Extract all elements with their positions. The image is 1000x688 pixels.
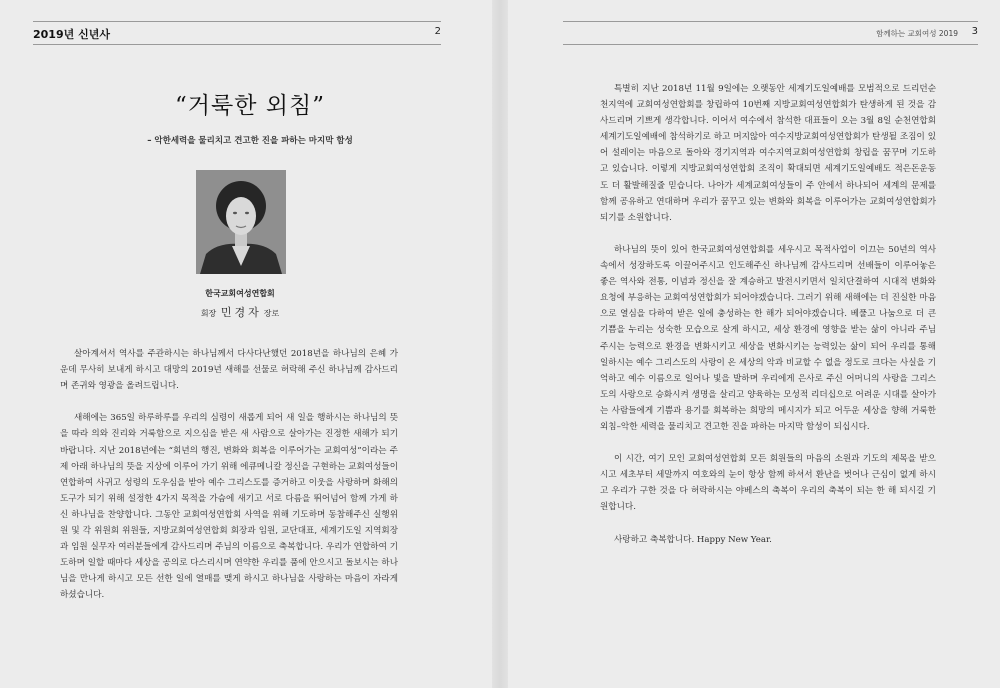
- author-signature: [140, 304, 340, 320]
- article-subtitle: – 악한세력을 물리치고 견고한 진을 파하는 마지막 함성: [147, 136, 353, 146]
- left-page: [0, 0, 492, 688]
- paragraph: 하나님의 뜻이 있어 한국교회여성연합회를 세우시고 목적사업이 이끄는 50년의 역사 속에서 성장하도록 이끌어주시고 인도해주신 하나님께 감사드리며 선배들이 이루어놓은 좋은 역사와 전통, 이념과 정신을 잘 계승하고 발전시키면서 일치단결하여 시대적 변화와 요청에 부응하는 교회여성연합회가 되어야겠습니다. 그러기 위해 새해에는 더 진실한 마음으로 열심을 다하여 받은 일에 충성하는 한 해가 되어야겠습니다. 베풀고 나눔으로 더 큰 기쁨을 누리는 성숙한 모습으로 살게 하시고, 세상 환경에 영향을 받는 삶이 아니라 주님 주시는 능력으로 환경을 변화시키고 세상을 변화시키는 능력있는 삶이 되어 우리를 통해 일하시는 예수 그리스도의 사랑이 온 세상의 악과 비교할 수 없을 정도로 크다는 사실을 기억하고 예수 이름으로 일어나 빛을 발하며 우리에게 은사로 주신 어머니의 사랑을 그리스도의 사랑으로 승화시켜 생명을 살리고 양육하는 모성적 리더십으로 어려운 시대를 살아가는 사람들에게 기쁨과 용기를 회복하는 희망의 메시지가 되고 어두운 세상을 향해 거룩한 외침–악한 세력을 물리치고 견고한 진을 파하는 마지막 함성이 되십시다.: [600, 244, 936, 432]
- right-page: [508, 0, 1000, 688]
- page-number: 3: [971, 26, 978, 37]
- page-number: 2: [434, 26, 441, 37]
- portrait-photo: [196, 170, 286, 274]
- author-name: 민경자: [220, 306, 262, 319]
- page-gutter: [492, 0, 508, 688]
- magazine-title: 함께하는 교회여성 2019: [876, 29, 958, 38]
- article-title: “거룩한 외침”: [175, 93, 325, 119]
- paragraph: 특별히 지난 2018년 11월 9일에는 오랫동안 세계기도일예배를 모범적으로 드리던순천지역에 교회여성연합회를 창립하여 10번째 지방교회여성연합회가 탄생하게 된 것을 감사드리며 기쁘게 생각합니다. 이어서 여수에서 참석한 대표들이 오는 3월 8일 순천연합회 세계기도일예배에 참석하기로 하고 머지않아 여수지방교회여성연합회가 탄생될 조짐이 있어 설레이는 마음으로 돌아와 경기지역과 여수지역교회여성연합회 창립을 꿈꾸며 기도하고 있습니다. 이렇게 지방교회여성연합회 조직이 확대되면 세계기도일예배도 적은돈운동도 더 활발해질줄 믿습니다. 나아가 세계교회여성들이 주 안에서 하나되어 세계의 문제를 함께 공유하고 연대하며 우리가 꿈꾸고 있는 변화와 회복을 이루어가는 교회여성연합회가 되기를 소원합니다.: [600, 84, 936, 223]
- paragraph: 사랑하고 축복합니다. Happy New Year.: [614, 534, 772, 545]
- organization-name: 한국교회여성연합회: [205, 289, 275, 298]
- left-body-text: [60, 346, 398, 620]
- section-title: 2019년 신년사: [33, 28, 110, 41]
- portrait-photo-icon: [196, 170, 286, 274]
- paragraph: 이 시간, 여기 모인 교회여성연합회 모든 회원들의 마음의 소원과 기도의 제목을 받으시고 세초부터 세말까지 여호와의 눈이 항상 함께 하셔서 환난을 벗어나 근심이 없게 하시고 우리가 구한 것을 다 허락하시는 야베스의 축복이 우리의 축복이 되는 한 해 되시길 기원합니다.: [600, 454, 936, 513]
- paragraph: 살아계셔서 역사를 주관하시는 하나님께서 다사다난했던 2018년을 하나님의 은혜 가운데 무사히 보내게 하시고 대망의 2019년 새해를 선물로 허락해 주신 하나님께 감사드리며 존귀와 영광을 올려드립니다.: [60, 349, 398, 392]
- running-head: [563, 21, 978, 45]
- author-role: 회장: [200, 309, 217, 318]
- author-title: 장로: [263, 309, 280, 318]
- right-body-text: [600, 81, 936, 564]
- running-head: [33, 21, 441, 45]
- paragraph: 새해에는 365일 하루하루를 우리의 심령이 새롭게 되어 새 일을 행하시는 하나님의 뜻을 따라 의와 진리와 거룩함으로 지으심을 받은 새 사람으로 살아가는 진정한 새해가 되기 바랍니다. 지난 2018년에는 “회년의 행진, 변화와 회복을 이루어가는 교회여성”이라는 주제 아래 하나님의 뜻을 지상에 이루어 가기 위해 에큐메니칼 정신을 구현하는 교회여성들이 연합하여 사귀고 성령의 도우심을 받아 예수 그리스도를 증거하고 이웃을 사랑하며 화해의 도구가 되기 위해 설정한 4가지 목적을 가슴에 새기고 서로 다름을 뛰어넘어 함께 가게 하신 하나님을 찬양합니다. 그동안 교회여성연합회 사역을 위해 기도하며 동참해주신 실행위원 및 각 위원회 위원들, 지방교회여성연합회 회장과 임원, 교단대표, 세계기도일 지역회장과 임원 실무자 여러분들에게 감사드리며 주님의 이름으로 축복합니다. 우리가 연합하여 기도하며 일할 때마다 세상을 공의로 다스리시며 연약한 우리를 품에 안으시고 돌보시는 하나님을 만나게 하시고 모든 선한 일에 열매를 맺게 하시고 하나님을 사랑하는 마음이 자라게 하셨습니다.: [60, 413, 398, 601]
